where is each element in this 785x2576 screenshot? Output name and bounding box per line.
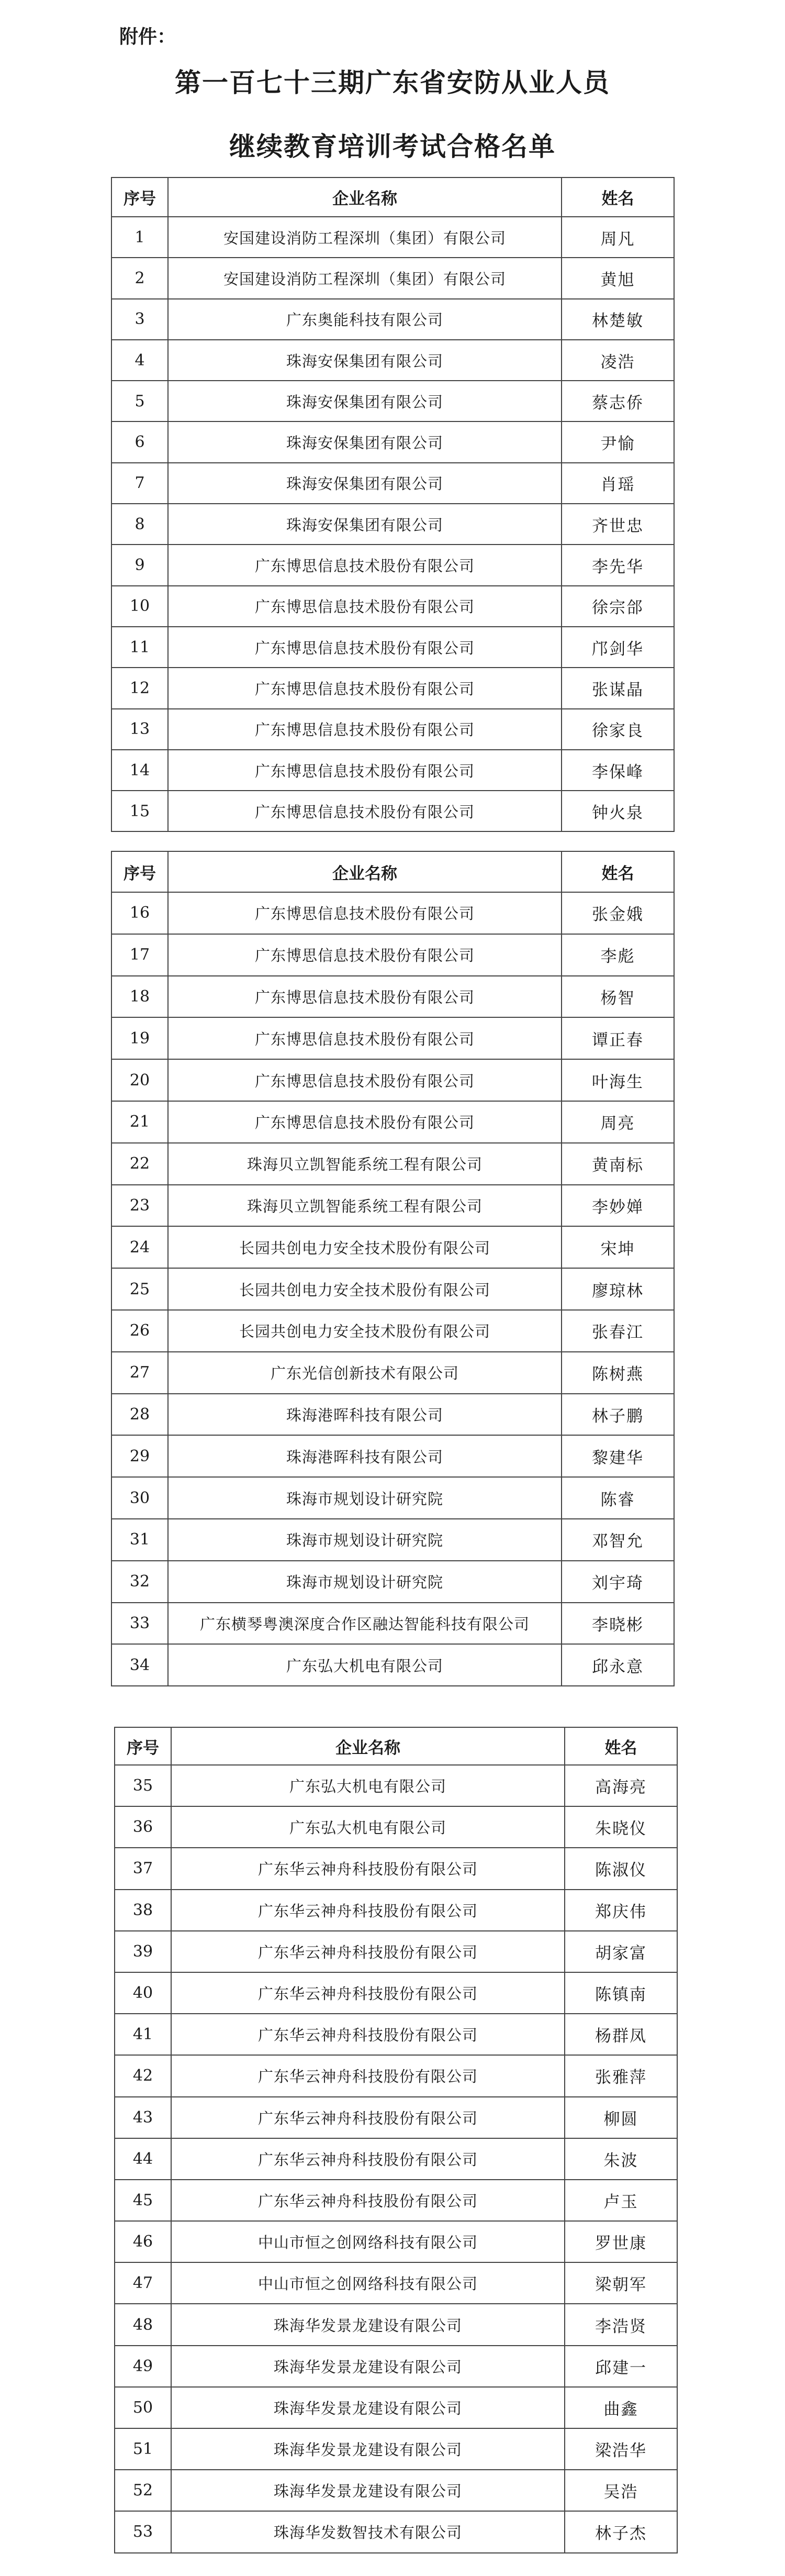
- row-name: 徐宗郃: [562, 586, 674, 627]
- row-company: 广东博思信息技术股份有限公司: [168, 1017, 562, 1059]
- row-seq: 33: [111, 1603, 168, 1645]
- row-name: 罗世康: [565, 2221, 677, 2262]
- row-company: 珠海安保集团有限公司: [168, 421, 562, 462]
- table-row: [111, 627, 674, 668]
- row-company: 珠海华发景龙建设有限公司: [171, 2470, 565, 2511]
- table-row: [115, 2470, 677, 2511]
- row-name: 李彪: [562, 934, 674, 976]
- row-company: 广东弘大机电有限公司: [171, 1806, 565, 1848]
- row-company: 珠海市规划设计研究院: [168, 1561, 562, 1603]
- row-name: 刘宇琦: [562, 1561, 674, 1603]
- row-name: 李妙婵: [562, 1185, 674, 1227]
- row-company: 珠海安保集团有限公司: [168, 463, 562, 504]
- row-seq: 44: [115, 2138, 171, 2180]
- row-company: 广东博思信息技术股份有限公司: [168, 627, 562, 668]
- row-seq: 10: [111, 586, 168, 627]
- row-seq: 20: [111, 1059, 168, 1101]
- row-company: 长园共创电力安全技术股份有限公司: [168, 1268, 562, 1310]
- row-company: 广东华云神舟科技股份有限公司: [171, 2097, 565, 2138]
- row-seq: 12: [111, 668, 168, 708]
- row-company: 安国建设消防工程深圳（集团）有限公司: [168, 217, 562, 258]
- row-name: 邝剑华: [562, 627, 674, 668]
- row-seq: 51: [115, 2428, 171, 2470]
- row-name: 曲鑫: [565, 2387, 677, 2428]
- row-seq: 15: [111, 791, 168, 831]
- row-name: 陈睿: [562, 1477, 674, 1519]
- row-seq: 28: [111, 1394, 168, 1436]
- row-company: 珠海贝立凯智能系统工程有限公司: [168, 1185, 562, 1227]
- row-company: 中山市恒之创网络科技有限公司: [171, 2262, 565, 2304]
- table-row: [111, 1017, 674, 1059]
- row-seq: 2: [111, 258, 168, 298]
- row-company: 珠海安保集团有限公司: [168, 340, 562, 381]
- row-company: 广东博思信息技术股份有限公司: [168, 892, 562, 934]
- attachment-label: 附件：: [119, 26, 176, 48]
- table-header-row: [115, 1727, 677, 1765]
- row-company: 广东华云神舟科技股份有限公司: [171, 1848, 565, 1889]
- row-company: 珠海贝立凯智能系统工程有限公司: [168, 1143, 562, 1185]
- header-seq: 序号: [115, 1727, 171, 1765]
- table-row: [115, 1806, 677, 1848]
- row-company: 广东博思信息技术股份有限公司: [168, 709, 562, 750]
- table-row: [111, 504, 674, 545]
- row-name: 肖瑶: [562, 463, 674, 504]
- row-name: 吴浩: [565, 2470, 677, 2511]
- table-row: [111, 1352, 674, 1394]
- row-seq: 22: [111, 1143, 168, 1185]
- table-header-row: [111, 177, 674, 217]
- header-seq: 序号: [111, 177, 168, 217]
- row-company: 广东光信创新技术有限公司: [168, 1352, 562, 1394]
- row-seq: 41: [115, 2014, 171, 2055]
- row-seq: 36: [115, 1806, 171, 1848]
- row-seq: 49: [115, 2346, 171, 2387]
- row-name: 齐世忠: [562, 504, 674, 545]
- row-seq: 4: [111, 340, 168, 381]
- row-seq: 48: [115, 2304, 171, 2345]
- row-seq: 53: [115, 2511, 171, 2552]
- row-name: 张谋晶: [562, 668, 674, 708]
- table-header-row: [111, 851, 674, 892]
- row-seq: 1: [111, 217, 168, 258]
- table-row: [115, 1972, 677, 2014]
- row-name: 宋坤: [562, 1226, 674, 1268]
- row-seq: 26: [111, 1310, 168, 1352]
- table-row: [111, 791, 674, 831]
- row-company: 广东博思信息技术股份有限公司: [168, 976, 562, 1018]
- row-name: 梁朝军: [565, 2262, 677, 2304]
- row-company: 广东弘大机电有限公司: [171, 1765, 565, 1806]
- table-row: [111, 258, 674, 298]
- table-row: [111, 1435, 674, 1477]
- row-company: 长园共创电力安全技术股份有限公司: [168, 1310, 562, 1352]
- row-company: 广东华云神舟科技股份有限公司: [171, 2014, 565, 2055]
- row-name: 尹愉: [562, 421, 674, 462]
- table-row: [111, 1268, 674, 1310]
- header-company: 企业名称: [168, 851, 562, 892]
- table-row: [115, 1890, 677, 1931]
- row-company: 珠海华发景龙建设有限公司: [171, 2304, 565, 2345]
- row-name: 杨群凤: [565, 2014, 677, 2055]
- table-row: [115, 2387, 677, 2428]
- row-seq: 31: [111, 1519, 168, 1561]
- row-company: 广东华云神舟科技股份有限公司: [171, 1890, 565, 1931]
- row-seq: 19: [111, 1017, 168, 1059]
- table-row: [111, 299, 674, 340]
- row-seq: 11: [111, 627, 168, 668]
- table-row: [115, 2346, 677, 2387]
- row-name: 黎建华: [562, 1435, 674, 1477]
- table-row: [111, 668, 674, 708]
- table-row: [111, 709, 674, 750]
- table-row: [111, 1059, 674, 1101]
- row-seq: 40: [115, 1972, 171, 2014]
- row-name: 黄南标: [562, 1143, 674, 1185]
- roster-table-2: [111, 851, 675, 1686]
- row-seq: 18: [111, 976, 168, 1018]
- row-name: 朱波: [565, 2138, 677, 2180]
- row-company: 广东横琴粤澳深度合作区融达智能科技有限公司: [168, 1603, 562, 1645]
- roster-table-3: [114, 1727, 678, 2553]
- row-seq: 50: [115, 2387, 171, 2428]
- row-seq: 8: [111, 504, 168, 545]
- row-company: 珠海华发景龙建设有限公司: [171, 2428, 565, 2470]
- row-name: 杨智: [562, 976, 674, 1018]
- row-seq: 42: [115, 2055, 171, 2096]
- table-row: [115, 2014, 677, 2055]
- row-name: 陈淑仪: [565, 1848, 677, 1889]
- row-name: 张春江: [562, 1310, 674, 1352]
- row-company: 珠海华发景龙建设有限公司: [171, 2346, 565, 2387]
- row-company: 广东华云神舟科技股份有限公司: [171, 2055, 565, 2096]
- table-row: [111, 340, 674, 381]
- row-name: 高海亮: [565, 1765, 677, 1806]
- row-company: 珠海安保集团有限公司: [168, 381, 562, 421]
- row-name: 李保峰: [562, 750, 674, 791]
- row-name: 凌浩: [562, 340, 674, 381]
- row-name: 林子杰: [565, 2511, 677, 2552]
- table-row: [115, 2055, 677, 2096]
- row-name: 邱永意: [562, 1644, 674, 1686]
- header-company: 企业名称: [171, 1727, 565, 1765]
- row-name: 柳圆: [565, 2097, 677, 2138]
- table-row: [111, 750, 674, 791]
- row-seq: 47: [115, 2262, 171, 2304]
- row-name: 林子鹏: [562, 1394, 674, 1436]
- row-seq: 3: [111, 299, 168, 340]
- row-name: 蔡志侨: [562, 381, 674, 421]
- row-company: 广东博思信息技术股份有限公司: [168, 750, 562, 791]
- row-name: 卢玉: [565, 2180, 677, 2221]
- row-name: 梁浩华: [565, 2428, 677, 2470]
- row-name: 谭正春: [562, 1017, 674, 1059]
- row-company: 珠海市规划设计研究院: [168, 1477, 562, 1519]
- row-company: 安国建设消防工程深圳（集团）有限公司: [168, 258, 562, 298]
- table-row: [115, 2262, 677, 2304]
- row-name: 叶海生: [562, 1059, 674, 1101]
- row-seq: 34: [111, 1644, 168, 1686]
- row-company: 广东奥能科技有限公司: [168, 299, 562, 340]
- table-row: [111, 934, 674, 976]
- table-row: [111, 1185, 674, 1227]
- row-name: 林楚敏: [562, 299, 674, 340]
- header-name: 姓名: [565, 1727, 677, 1765]
- row-name: 廖琼林: [562, 1268, 674, 1310]
- row-company: 广东博思信息技术股份有限公司: [168, 586, 562, 627]
- row-name: 邓智允: [562, 1519, 674, 1561]
- row-seq: 24: [111, 1226, 168, 1268]
- table-row: [115, 2180, 677, 2221]
- table-row: [115, 2428, 677, 2470]
- table-row: [111, 1394, 674, 1436]
- row-seq: 9: [111, 545, 168, 585]
- row-seq: 45: [115, 2180, 171, 2221]
- row-seq: 14: [111, 750, 168, 791]
- row-company: 广东博思信息技术股份有限公司: [168, 791, 562, 831]
- header-name: 姓名: [562, 851, 674, 892]
- table-row: [111, 217, 674, 258]
- table-row: [111, 421, 674, 462]
- row-name: 李浩贤: [565, 2304, 677, 2345]
- table-row: [111, 381, 674, 421]
- document-title-line-2: 继续教育培训考试合格名单: [229, 131, 556, 162]
- row-company: 珠海港晖科技有限公司: [168, 1394, 562, 1436]
- table-row: [111, 545, 674, 585]
- row-company: 珠海安保集团有限公司: [168, 504, 562, 545]
- table-row: [115, 1765, 677, 1806]
- row-company: 广东博思信息技术股份有限公司: [168, 934, 562, 976]
- row-company: 广东弘大机电有限公司: [168, 1644, 562, 1686]
- row-name: 胡家富: [565, 1931, 677, 1972]
- row-seq: 37: [115, 1848, 171, 1889]
- table-row: [111, 586, 674, 627]
- table-row: [115, 2304, 677, 2345]
- row-seq: 23: [111, 1185, 168, 1227]
- row-name: 李先华: [562, 545, 674, 585]
- row-seq: 43: [115, 2097, 171, 2138]
- row-seq: 46: [115, 2221, 171, 2262]
- row-seq: 7: [111, 463, 168, 504]
- table-row: [111, 1644, 674, 1686]
- row-company: 广东华云神舟科技股份有限公司: [171, 1972, 565, 2014]
- row-seq: 16: [111, 892, 168, 934]
- row-company: 广东博思信息技术股份有限公司: [168, 1059, 562, 1101]
- table-row: [111, 463, 674, 504]
- row-name: 朱晓仪: [565, 1806, 677, 1848]
- row-company: 珠海华发数智技术有限公司: [171, 2511, 565, 2552]
- row-name: 钟火泉: [562, 791, 674, 831]
- row-company: 珠海华发景龙建设有限公司: [171, 2387, 565, 2428]
- row-name: 张金娥: [562, 892, 674, 934]
- row-company: 广东华云神舟科技股份有限公司: [171, 1931, 565, 1972]
- row-name: 陈镇南: [565, 1972, 677, 2014]
- table-row: [111, 976, 674, 1018]
- table-row: [115, 2097, 677, 2138]
- row-company: 长园共创电力安全技术股份有限公司: [168, 1226, 562, 1268]
- row-name: 周亮: [562, 1101, 674, 1143]
- row-company: 广东博思信息技术股份有限公司: [168, 668, 562, 708]
- row-name: 郑庆伟: [565, 1890, 677, 1931]
- row-company: 广东博思信息技术股份有限公司: [168, 1101, 562, 1143]
- row-seq: 17: [111, 934, 168, 976]
- row-name: 邱建一: [565, 2346, 677, 2387]
- row-seq: 27: [111, 1352, 168, 1394]
- row-name: 张雅萍: [565, 2055, 677, 2096]
- table-row: [111, 1477, 674, 1519]
- row-company: 珠海市规划设计研究院: [168, 1519, 562, 1561]
- row-name: 李晓彬: [562, 1603, 674, 1645]
- row-seq: 6: [111, 421, 168, 462]
- row-company: 广东华云神舟科技股份有限公司: [171, 2138, 565, 2180]
- header-company: 企业名称: [168, 177, 562, 217]
- row-seq: 29: [111, 1435, 168, 1477]
- row-seq: 25: [111, 1268, 168, 1310]
- row-name: 黄旭: [562, 258, 674, 298]
- row-company: 广东博思信息技术股份有限公司: [168, 545, 562, 585]
- table-row: [111, 1519, 674, 1561]
- row-name: 陈树燕: [562, 1352, 674, 1394]
- table-row: [111, 1310, 674, 1352]
- row-seq: 21: [111, 1101, 168, 1143]
- table-row: [111, 1101, 674, 1143]
- row-seq: 32: [111, 1561, 168, 1603]
- row-seq: 35: [115, 1765, 171, 1806]
- table-row: [115, 2221, 677, 2262]
- table-row: [115, 1848, 677, 1889]
- row-seq: 13: [111, 709, 168, 750]
- row-company: 珠海港晖科技有限公司: [168, 1435, 562, 1477]
- row-seq: 30: [111, 1477, 168, 1519]
- row-company: 中山市恒之创网络科技有限公司: [171, 2221, 565, 2262]
- header-name: 姓名: [562, 177, 674, 217]
- roster-table-1: [111, 177, 675, 832]
- table-row: [111, 1561, 674, 1603]
- row-seq: 5: [111, 381, 168, 421]
- row-company: 广东华云神舟科技股份有限公司: [171, 2180, 565, 2221]
- table-row: [115, 2138, 677, 2180]
- row-name: 徐家良: [562, 709, 674, 750]
- table-row: [115, 1931, 677, 1972]
- table-row: [115, 2511, 677, 2552]
- row-seq: 38: [115, 1890, 171, 1931]
- row-seq: 39: [115, 1931, 171, 1972]
- row-name: 周凡: [562, 217, 674, 258]
- table-row: [111, 892, 674, 934]
- header-seq: 序号: [111, 851, 168, 892]
- document-title-line-1: 第一百七十三期广东省安防从业人员: [175, 68, 610, 98]
- table-row: [111, 1143, 674, 1185]
- table-row: [111, 1226, 674, 1268]
- row-seq: 52: [115, 2470, 171, 2511]
- table-row: [111, 1603, 674, 1645]
